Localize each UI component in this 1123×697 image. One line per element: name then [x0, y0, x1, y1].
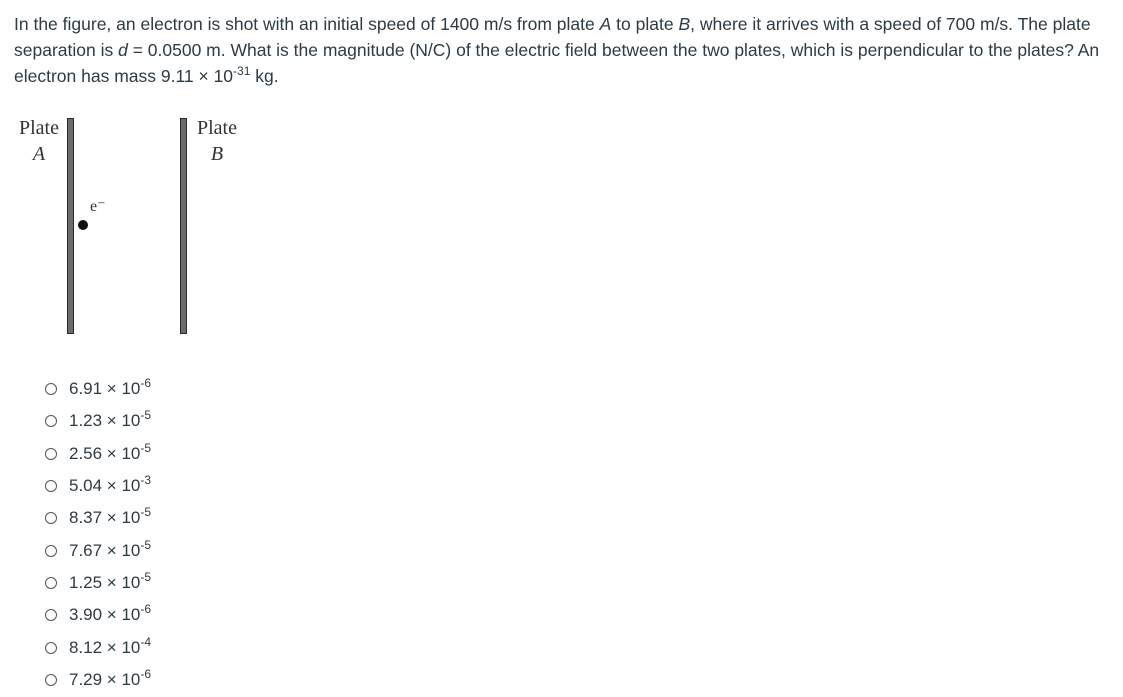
option-exponent: -3: [140, 473, 152, 488]
option-label[interactable]: [69, 666, 152, 690]
question-part-3: , where it arrives with a speed of 700 m/s. The plate separation is: [14, 14, 1091, 60]
option-exponent: -6: [140, 602, 152, 617]
plate-b: [180, 118, 187, 334]
radio-button[interactable]: [45, 512, 57, 524]
option-exponent: -5: [140, 569, 152, 584]
option-exponent: -5: [140, 537, 152, 552]
plate-a: [67, 118, 74, 334]
answer-option[interactable]: [45, 438, 151, 470]
option-label[interactable]: [69, 634, 152, 658]
option-label[interactable]: [69, 440, 152, 464]
option-mantissa: 2.56 × 10: [69, 443, 141, 463]
plate-a-label: [13, 115, 65, 167]
plate-a-name: Plate: [19, 117, 59, 139]
radio-button[interactable]: [45, 415, 57, 427]
answer-option[interactable]: [45, 664, 151, 696]
option-mantissa: 7.29 × 10: [69, 669, 141, 689]
option-mantissa: 8.37 × 10: [69, 508, 141, 528]
radio-button[interactable]: [45, 448, 57, 460]
mass-exponent: -31: [233, 64, 251, 78]
plate-b-letter: B: [210, 143, 224, 165]
option-exponent: -6: [140, 666, 152, 681]
option-exponent: -5: [140, 408, 152, 423]
option-label[interactable]: [69, 408, 152, 431]
answer-option[interactable]: [45, 405, 151, 437]
question-part-5: kg.: [250, 66, 279, 86]
answer-option[interactable]: [45, 631, 151, 663]
plate-b-label: [191, 115, 243, 167]
question-part-4: = 0.0500 m. What is the magnitude (N/C) of the electric field between the two plates, which is perpendicular to the plates? An electron has mass 9.11 × 10: [14, 40, 1100, 86]
option-label[interactable]: [69, 537, 152, 561]
separation-symbol: d: [118, 40, 128, 60]
option-label[interactable]: [69, 602, 152, 625]
question-part-1: In the figure, an electron is shot with an initial speed of 1400 m/s from plate: [14, 14, 600, 34]
radio-button[interactable]: [45, 383, 57, 395]
option-label[interactable]: [69, 569, 152, 593]
option-label[interactable]: [69, 376, 152, 399]
option-exponent: -6: [140, 376, 152, 391]
answer-option[interactable]: [45, 470, 151, 502]
radio-button[interactable]: [45, 642, 57, 654]
plate-b-ref: B: [678, 14, 691, 34]
electron-dot: [78, 220, 88, 230]
answer-option[interactable]: [45, 599, 151, 631]
plates-figure: [0, 110, 300, 340]
option-exponent: -5: [140, 505, 152, 520]
answer-option[interactable]: [45, 373, 151, 405]
plate-b-name: Plate: [197, 117, 237, 139]
option-label[interactable]: [69, 473, 152, 496]
option-mantissa: 8.12 × 10: [69, 637, 141, 657]
radio-button[interactable]: [45, 577, 57, 589]
option-mantissa: 7.67 × 10: [69, 540, 141, 560]
option-mantissa: 3.90 × 10: [69, 605, 141, 625]
option-label[interactable]: [69, 505, 152, 528]
question-part-2: to plate: [611, 14, 679, 34]
option-exponent: -5: [140, 440, 152, 455]
electron-label: e⁻: [90, 198, 106, 215]
option-mantissa: 6.91 × 10: [69, 379, 141, 399]
radio-button[interactable]: [45, 609, 57, 621]
radio-button[interactable]: [45, 674, 57, 686]
answer-options: [45, 373, 151, 696]
radio-button[interactable]: [45, 480, 57, 492]
question-text: [14, 11, 1114, 89]
plate-a-letter: A: [32, 143, 46, 165]
answer-option[interactable]: [45, 534, 151, 566]
answer-option[interactable]: [45, 567, 151, 599]
radio-button[interactable]: [45, 545, 57, 557]
option-mantissa: 1.25 × 10: [69, 572, 141, 592]
option-exponent: -4: [140, 634, 152, 649]
option-mantissa: 5.04 × 10: [69, 476, 141, 496]
answer-option[interactable]: [45, 502, 151, 534]
option-mantissa: 1.23 × 10: [69, 411, 141, 431]
plate-a-ref: A: [599, 14, 612, 34]
